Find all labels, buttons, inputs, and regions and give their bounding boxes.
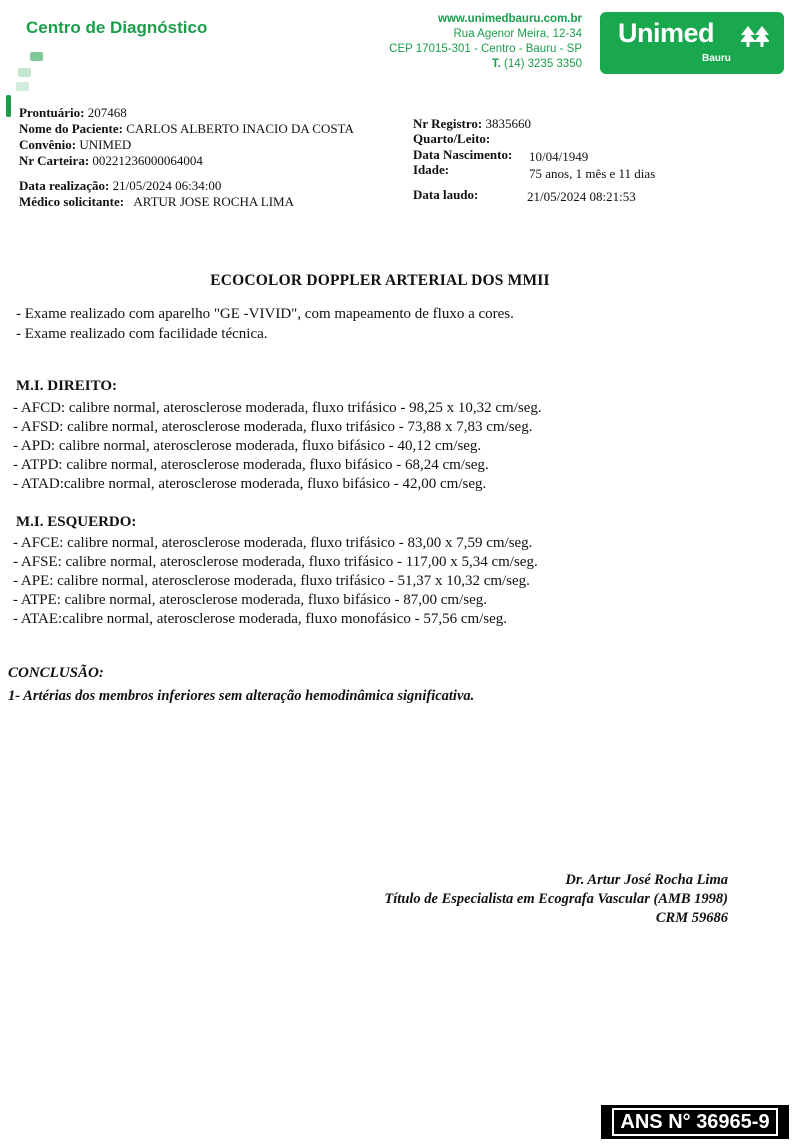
right-limb-item: - AFSD: calibre normal, aterosclerose moderada, fluxo trifásico - 73,88 x 7,83 cm/seg. [13, 419, 533, 435]
left-limb-heading: M.I. ESQUERDO: [16, 514, 137, 530]
left-limb-item: - ATPE: calibre normal, aterosclerose moderada, fluxo bifásico - 87,00 cm/seg. [13, 592, 488, 608]
prontuario-row [19, 105, 127, 120]
quarto-label: Quarto/Leito: [413, 131, 491, 146]
carteira-label: Nr Carteira: [19, 153, 90, 168]
realizacao-value: 21/05/2024 06:34:00 [112, 178, 222, 193]
right-limb-item: - AFCD: calibre normal, aterosclerose moderada, fluxo trifásico - 98,25 x 10,32 cm/seg. [13, 400, 542, 416]
laudo-label: Data laudo: [413, 187, 479, 202]
convenio-value: UNIMED [79, 137, 132, 152]
medico-value: ARTUR JOSE ROCHA LIMA [133, 194, 294, 209]
laudo-value: 21/05/2024 08:21:53 [527, 189, 636, 204]
phone: (14) 3235 3350 [503, 58, 582, 70]
convenio-row [19, 137, 131, 152]
phone-line [389, 57, 582, 72]
conclusion-text: 1- Artérias dos membros inferiores sem alteração hemodinâmica significativa. [8, 688, 475, 704]
logo-name: Unimed [618, 18, 715, 48]
logo-city: Bauru [702, 53, 731, 64]
left-limb-item: - APE: calibre normal, aterosclerose moderada, fluxo trifásico - 51,37 x 10,32 cm/seg. [13, 573, 530, 589]
doctor-crm: CRM 59686 [655, 910, 728, 926]
realizacao-label: Data realização: [19, 178, 110, 193]
carteira-row [19, 153, 203, 168]
doctor-title: Título de Especialista em Ecografa Vascular (AMB 1998) [384, 891, 728, 907]
intro-line: - Exame realizado com aparelho "GE -VIVID", com mapeamento de fluxo a cores. [16, 306, 514, 322]
left-limb-item: - AFCE: calibre normal, aterosclerose moderada, fluxo trifásico - 83,00 x 7,59 cm/seg. [13, 535, 533, 551]
address-line1: Rua Agenor Meira, 12-34 [453, 28, 582, 40]
idade-value: 75 anos, 1 mês e 11 dias [529, 166, 656, 181]
phone-prefix: T. [491, 58, 501, 70]
address-line2: CEP 17015-301 - Centro - Bauru - SP [389, 43, 582, 55]
website: www.unimedbauru.com.br [438, 13, 582, 25]
nascimento-value: 10/04/1949 [529, 149, 589, 164]
contact-block [389, 12, 582, 72]
doctor-name: Dr. Artur José Rocha Lima [565, 872, 728, 888]
prontuario-label: Prontuário: [19, 105, 85, 120]
ans-badge [601, 1105, 789, 1139]
prontuario-value: 207468 [87, 105, 127, 120]
realizacao-row [19, 178, 221, 193]
patient-name-label: Nome do Paciente: [19, 121, 123, 136]
unimed-logo [600, 12, 784, 74]
accent-bar [6, 95, 11, 117]
left-limb-item: - ATAE:calibre normal, aterosclerose moderada, fluxo monofásico - 57,56 cm/seg. [13, 611, 508, 627]
registro-label: Nr Registro: [413, 116, 483, 131]
patient-name-row [19, 121, 354, 136]
registro-value: 3835660 [485, 116, 531, 131]
convenio-label: Convênio: [19, 137, 77, 152]
ans-number: ANS N° 36965-9 [612, 1108, 777, 1136]
right-limb-item: - ATPD: calibre normal, aterosclerose moderada, fluxo bifásico - 68,24 cm/seg. [13, 457, 489, 473]
conclusion-heading: CONCLUSÃO: [8, 665, 104, 681]
medico-row [19, 194, 294, 209]
idade-label: Idade: [413, 162, 450, 177]
carteira-value: 00221236000064004 [92, 153, 203, 168]
tree-icon [741, 26, 769, 48]
center-name: Centro de Diagnóstico [26, 18, 208, 37]
report-title: ECOCOLOR DOPPLER ARTERIAL DOS MMII [210, 272, 550, 289]
registro-row [413, 116, 531, 131]
medico-label: Médico solicitante: [19, 194, 125, 209]
left-limb-item: - AFSE: calibre normal, aterosclerose moderada, fluxo trifásico - 117,00 x 5,34 cm/seg. [13, 554, 538, 570]
right-limb-item: - APD: calibre normal, aterosclerose moderada, fluxo bifásico - 40,12 cm/seg. [13, 438, 482, 454]
right-limb-item: - ATAD:calibre normal, aterosclerose moderada, fluxo bifásico - 42,00 cm/seg. [13, 476, 487, 492]
intro-line: - Exame realizado com facilidade técnica. [16, 326, 268, 342]
nascimento-label: Data Nascimento: [413, 147, 513, 162]
patient-name-value: CARLOS ALBERTO INACIO DA COSTA [126, 121, 354, 136]
right-limb-heading: M.I. DIREITO: [16, 378, 117, 394]
